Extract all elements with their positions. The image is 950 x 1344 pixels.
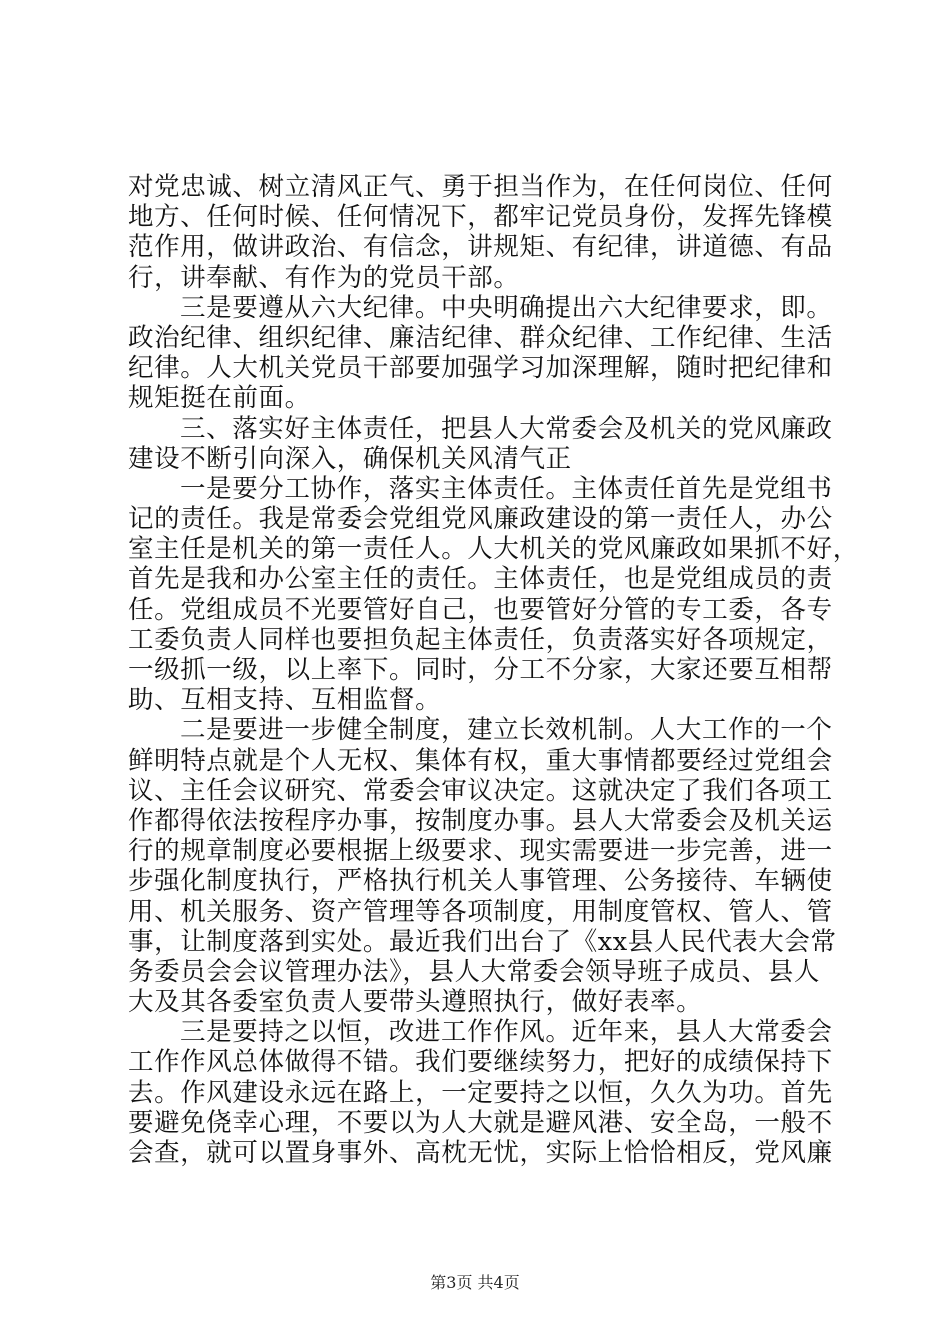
text-line: 会查，就可以置身事外、高枕无忧，实际上恰恰相反，党风廉 bbox=[128, 1138, 833, 1168]
text-line: 政治纪律、组织纪律、廉洁纪律、群众纪律、工作纪律、生活 bbox=[128, 322, 833, 353]
text-line: 任。党组成员不光要管好自己，也要管好分管的专工委，各专 bbox=[128, 594, 833, 625]
text-line: 助、互相支持、互相监督。 bbox=[128, 685, 442, 716]
document-body bbox=[128, 172, 859, 1168]
text-line: 三是要持之以恒，改进工作作风。近年来，县人大常委会 bbox=[180, 1017, 833, 1048]
text-line: 议、主任会议研究、常委会审议决定。这就决定了我们各项工 bbox=[128, 775, 833, 806]
text-line: 室主任是机关的第一责任人。人大机关的党风廉政如果抓不好， bbox=[128, 534, 859, 565]
text-line: 纪律。人大机关党员干部要加强学习加深理解，随时把纪律和 bbox=[128, 353, 833, 384]
text-line: 对党忠诚、树立清风正气、勇于担当作为，在任何岗位、任何 bbox=[128, 172, 833, 202]
text-line: 建设不断引向深入，确保机关风清气正 bbox=[128, 443, 572, 474]
page-number: 第3页 共4页 bbox=[430, 1273, 520, 1292]
text-line: 二是要进一步健全制度，建立长效机制。人大工作的一个 bbox=[180, 715, 833, 746]
text-line: 行，讲奉献、有作为的党员干部。 bbox=[128, 262, 520, 293]
text-line: 鲜明特点就是个人无权、集体有权，重大事情都要经过党组会 bbox=[128, 745, 833, 776]
text-line: 要避免侥幸心理，不要以为人大就是避风港、安全岛，一般不 bbox=[128, 1107, 833, 1138]
text-line: 事，让制度落到实处。最近我们出台了《xx县人民代表大会常 bbox=[128, 926, 837, 957]
text-line: 行的规章制度必要根据上级要求、现实需要进一步完善，进一 bbox=[128, 836, 833, 867]
text-line: 三、落实好主体责任，把县人大常委会及机关的党风廉政 bbox=[180, 413, 833, 444]
text-line: 工委负责人同样也要担负起主体责任，负责落实好各项规定， bbox=[128, 624, 833, 655]
text-line: 一级抓一级，以上率下。同时，分工不分家，大家还要互相帮 bbox=[128, 655, 833, 685]
text-line: 步强化制度执行，严格执行机关人事管理、公务接待、车辆使 bbox=[128, 866, 833, 897]
text-line: 作都得依法按程序办事，按制度办事。县人大常委会及机关运 bbox=[128, 805, 833, 836]
text-line: 规矩挺在前面。 bbox=[128, 383, 311, 414]
text-line: 用、机关服务、资产管理等各项制度，用制度管权、管人、管 bbox=[128, 896, 833, 927]
text-line: 首先是我和办公室主任的责任。主体责任，也是党组成员的责 bbox=[128, 564, 833, 595]
text-line: 地方、任何时候、任何情况下，都牢记党员身份，发挥先锋模 bbox=[128, 202, 833, 233]
text-line: 三是要遵从六大纪律。中央明确提出六大纪律要求，即。 bbox=[180, 292, 833, 323]
text-line: 一是要分工协作，落实主体责任。主体责任首先是党组书 bbox=[180, 473, 833, 504]
text-line: 范作用，做讲政治、有信念，讲规矩、有纪律，讲道德、有品 bbox=[128, 232, 833, 263]
page-footer bbox=[0, 1273, 950, 1293]
text-line: 记的责任。我是常委会党组党风廉政建设的第一责任人，办公 bbox=[128, 504, 833, 535]
text-line: 工作作风总体做得不错。我们要继续努力，把好的成绩保持下 bbox=[128, 1047, 833, 1078]
text-line: 去。作风建设永远在路上，一定要持之以恒，久久为功。首先 bbox=[128, 1077, 833, 1108]
text-line: 务委员会会议管理办法》，县人大常委会领导班子成员、县人 bbox=[128, 956, 820, 987]
text-line: 大及其各委室负责人要带头遵照执行，做好表率。 bbox=[128, 987, 703, 1018]
